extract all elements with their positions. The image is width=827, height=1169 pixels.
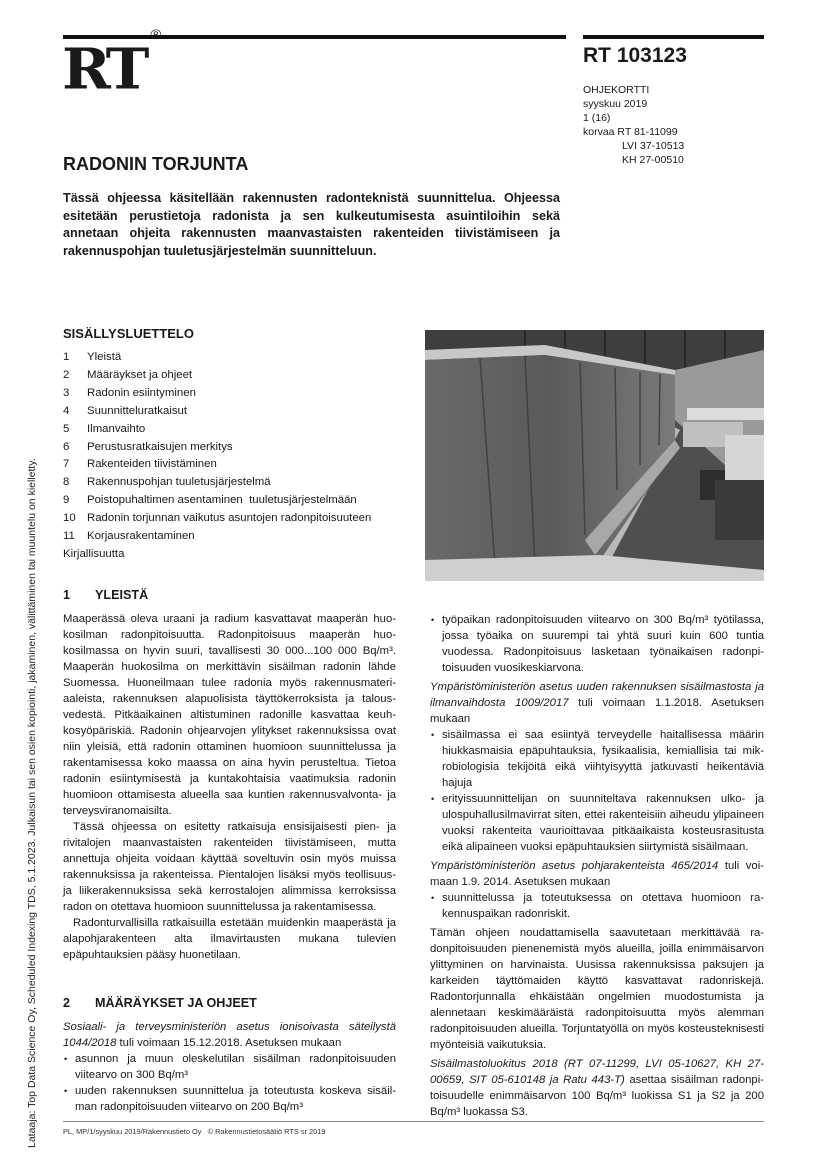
toc-item[interactable] [63,528,413,546]
toc-label: Rakenteiden tiivistäminen [87,458,217,471]
left-column [63,587,396,1115]
list-item: • sisäilmassa ei saa esiintyä terveydelle haitallisessa määrin hiukkasmaisia epäpuhtauksia, fysikaalisia, kemiallisia tai mikrobiologisia tekijöitä eikä viihtyisyyttä jatkuvasti heikentäviä hajuja [430,727,764,791]
regulation-2 [430,679,764,727]
toc-num: 6 [63,440,70,453]
list-item: • asunnon ja muun oleskelutilan sisäilman radonpitoisuuden viitearvo on 300 Bq/m³ [63,1051,396,1083]
benefit-paragraph: Tämän ohjeen noudattamisella saavutetaan merkittävää radonpitoisuuden pienenemistä myös alueilla, joilla enimmäisarvon ylittyminen on harvinaista. Uusissa rakennuksissa paksujen ja karkeiden täyttömaiden käyttö kasvattavat radonriskejä. Radontorjunnalla ehkäistään ongelmien muodostumista ja alennetaan keskimääräistä radonpitoisuutta myös alemman radonpitoisuuden alueilla. Torjuntatyöllä on myös kosteusteknisesti myönteisiä vaikutuksia. [430,927,764,1051]
section-1-heading [63,587,396,603]
section-1-paragraph-1: Maaperässä oleva uraani ja radium kasvattavat maaperän huokosilman radonpitoisuutta. Radonpitoisuus maaperän huokosilmassa on hyvin suuri, tavallisesti 30 000...100 000 Bq/m³. Maaperän huokosilma on merkittävin sisäilman radonin lähde Suomessa. Huoneilmaan tulee radonia myös rakennusmateriaaleista, rakennuksen alapuolisista täyttökerroksista ja talousvedestä. Pitkäaikainen altistuminen radonille kasvattaa keuhkosyöpäriskiä. Radonin ohjearvojen ylitykset rakennuksissa ovat niin yleisiä, että radonin ottaminen huomioon suunnittelussa ja rakentamisessa koko maassa on aina hyvin perusteltua. Tietoa radonin esiintymisestä ja kuntakohtaisia vaatimuksia radonin huomioon ottamisesta alueella saa kuntien rakennusvalvonta- ja terveysviranomaisilta. [63,613,396,817]
toc-item[interactable] [63,456,413,474]
toc-num: 10 [63,512,76,525]
toc-label: Yleistä [87,351,122,363]
replaces-lvi: LVI 37-10513 [622,140,685,152]
toc-label: Korjausrakentaminen [87,530,195,543]
replaces-kh: KH 27-00510 [622,154,684,166]
toc-label: Ilmanvaihto [87,422,146,435]
toc-label: Radonin torjunnan vaikutus asuntojen radonpitoisuuteen [87,512,372,525]
section-title: MÄÄRÄYKSET JA OHJEET [95,996,257,1010]
toc-item[interactable] [63,385,413,403]
toc-num: 3 [63,386,70,399]
toc-num: 2 [63,368,70,381]
lead-paragraph: Tässä ohjeessa käsitellään rakennusten radonteknistä suunnittelua. Ohjeessa esitetään perustietoja radonista ja sen kulkeutumisesta asuintiloihin sekä annetaan ohjeita rakennusten maanvastaisten rakenteiden tiivistämiseen ja rakennuspohjan tuuletusjärjestelmän suunnitteluun. [63,191,560,258]
regulation-text: tuli voimaan 1.9. 2014. Asetuksen mukaan [430,860,764,888]
toc-item[interactable] [63,403,413,421]
right-column [430,612,764,1120]
regulation-title: Sosiaali- ja terveysministeriön asetus ionisoivasta säteilystä 1044/2018 [63,1021,396,1049]
document-number: RT 103123 [583,44,687,67]
regulation-text: asettaa sisäilman radonpitoisuudelle enimmäisarvon 100 Bq/m³ luokissa S1 ja S2 ja 200 Bq/m³ luokassa S3. [430,1074,764,1118]
table-of-contents [63,326,413,564]
toc-num: 8 [63,476,70,489]
toc-item[interactable] [63,349,413,367]
page-count: 1 (16) [583,112,611,124]
toc-label: Suunnitteluratkaisut [87,404,188,417]
toc-num: 1 [63,351,70,363]
regulation-1-list [63,1051,396,1115]
toc-item[interactable] [63,439,413,457]
registered-mark: ® [150,26,162,42]
toc-item[interactable] [63,492,413,510]
regulation-1-list-continued [430,612,764,676]
section-title: YLEISTÄ [95,588,149,602]
list-item: • työpaikan radonpitoisuuden viitearvo on 300 Bq/m³ työtilassa, jossa työaika on suurempi tai yhtä suuri kuin 600 tuntia vuodessa. Radonpitoisuus lasketaan työnaikaisen radonpitoisuuden vuosikeskiarvona. [430,612,764,676]
toc-num: 4 [63,404,70,417]
toc-label: Määräykset ja ohjeet [87,368,193,381]
toc-item[interactable] [63,421,413,439]
toc-item[interactable] [63,474,413,492]
list-item: • suunnittelussa ja toteutuksessa on otettava huomioon rakennuspaikan radonriskit. [430,890,764,922]
toc-label: Kirjallisuutta [63,547,125,560]
section-number: 2 [63,996,71,1010]
photo-illustration [425,330,764,581]
regulation-3 [430,858,764,890]
regulation-title: Ympäristöministeriön asetus uuden rakennuksen sisäilmastosta ja ilmanvaihdosta 1009/2017 [430,681,764,709]
list-item: • uuden rakennuksen suunnittelua ja toteutusta koskeva sisäilman radonpitoisuuden viitearvo on 200 Bq/m³ [63,1083,396,1115]
section-1-paragraph-3: Radonturvallisilla ratkaisuilla estetään muidenkin maaperästä ja alapohjarakenteen alta ilmavirtausten mukana tulevien epäpuhtauksien pääsy huonetilaan. [63,917,396,961]
header-rule-right [583,35,764,39]
regulation-1 [63,1019,396,1051]
foundation-photo [425,330,764,581]
replaces-rt: korvaa RT 81-11099 [583,126,678,138]
toc-num: 11 [63,530,75,543]
toc-label: Perustusratkaisujen merkitys [87,440,233,453]
regulation-text: tuli voimaan 15.12.2018. Asetuksen mukaan [116,1037,342,1049]
rt-logo [62,26,162,103]
list-item: • erityissuunnittelijan on suunniteltava rakennuksen ulko- ja ulospuhallusilmavirrat siten, ettei rakenteisiin aiheudu ylipaineen vuoksi rakenteita vaurioittavaa pitkäaikaista kosteusrasitusta eikä alipaineen vuoksi epäpuhtauksien siirtymistä sisäilmaan. [430,791,764,855]
footer-rule [63,1121,764,1122]
toc-num: 5 [63,422,70,435]
regulation-4 [430,1056,764,1120]
regulation-2-list [430,727,764,855]
page-title: RADONIN TORJUNTA [63,154,249,174]
regulation-title: Ympäristöministeriön asetus pohjarakenteista 465/2014 [430,860,719,872]
logo-text: RT [62,36,146,103]
regulation-text: tuli voimaan 1.1.2018. Asetuksen mukaan [430,697,764,725]
toc-label: Radonin esiintyminen [87,386,196,399]
sidebar-notice: Lataaja: Top Data Science Oy, Scheduled Indexing TDS, 5.1.2023. Julkaisun tai sen osien kopiointi, jakaminen, välittäminen tai muuntelu on kielletty. [26,458,38,1148]
document-meta [583,83,684,167]
toc-label: Poistopuhaltimen asentaminen tuuletusjärjestelmään [87,494,357,507]
toc-item[interactable] [63,510,413,528]
regulation-title: Sisäilmastoluokitus 2018 (RT 07-11299, LVI 05-10627, KH 27-00659, SIT 05-610148 ja Ratu 443-T) [430,1058,764,1086]
toc-heading: SISÄLLYSLUETTELO [63,326,194,341]
section-1-paragraph-2: Tässä ohjeessa on esitetty ratkaisuja ensisijaisesti pien- ja rivitalojen maanvastaisten rakenteiden tiivistämiseen, mutta annettuja ohjeita voidaan käyttää soveltuvin osin myös muissa rakennuksissa ja rakenteissa. Pientalojen lisäksi myös teollisuus- ja liikerakennuksissa sekä kerrostalojen alimmissa kerroksissa radon on otettava huomioon suunnittelussa ja rakentamisessa. [63,821,396,913]
doc-date: syyskuu 2019 [583,98,648,110]
section-number: 1 [63,588,71,602]
section-2-heading [63,995,396,1011]
page-footer: PL, MP/1/syyskuu 2019/Rakennustieto Oy © Rakennustietosäätiö RTS sr 2019 [63,1127,326,1136]
doc-type: OHJEKORTTI [583,84,650,96]
toc-item[interactable] [63,546,413,564]
toc-label: Rakennuspohjan tuuletusjärjestelmä [87,476,271,489]
toc-num: 9 [63,494,70,507]
regulation-3-list [430,890,764,922]
toc-num: 7 [63,458,70,471]
toc-item[interactable] [63,367,413,385]
